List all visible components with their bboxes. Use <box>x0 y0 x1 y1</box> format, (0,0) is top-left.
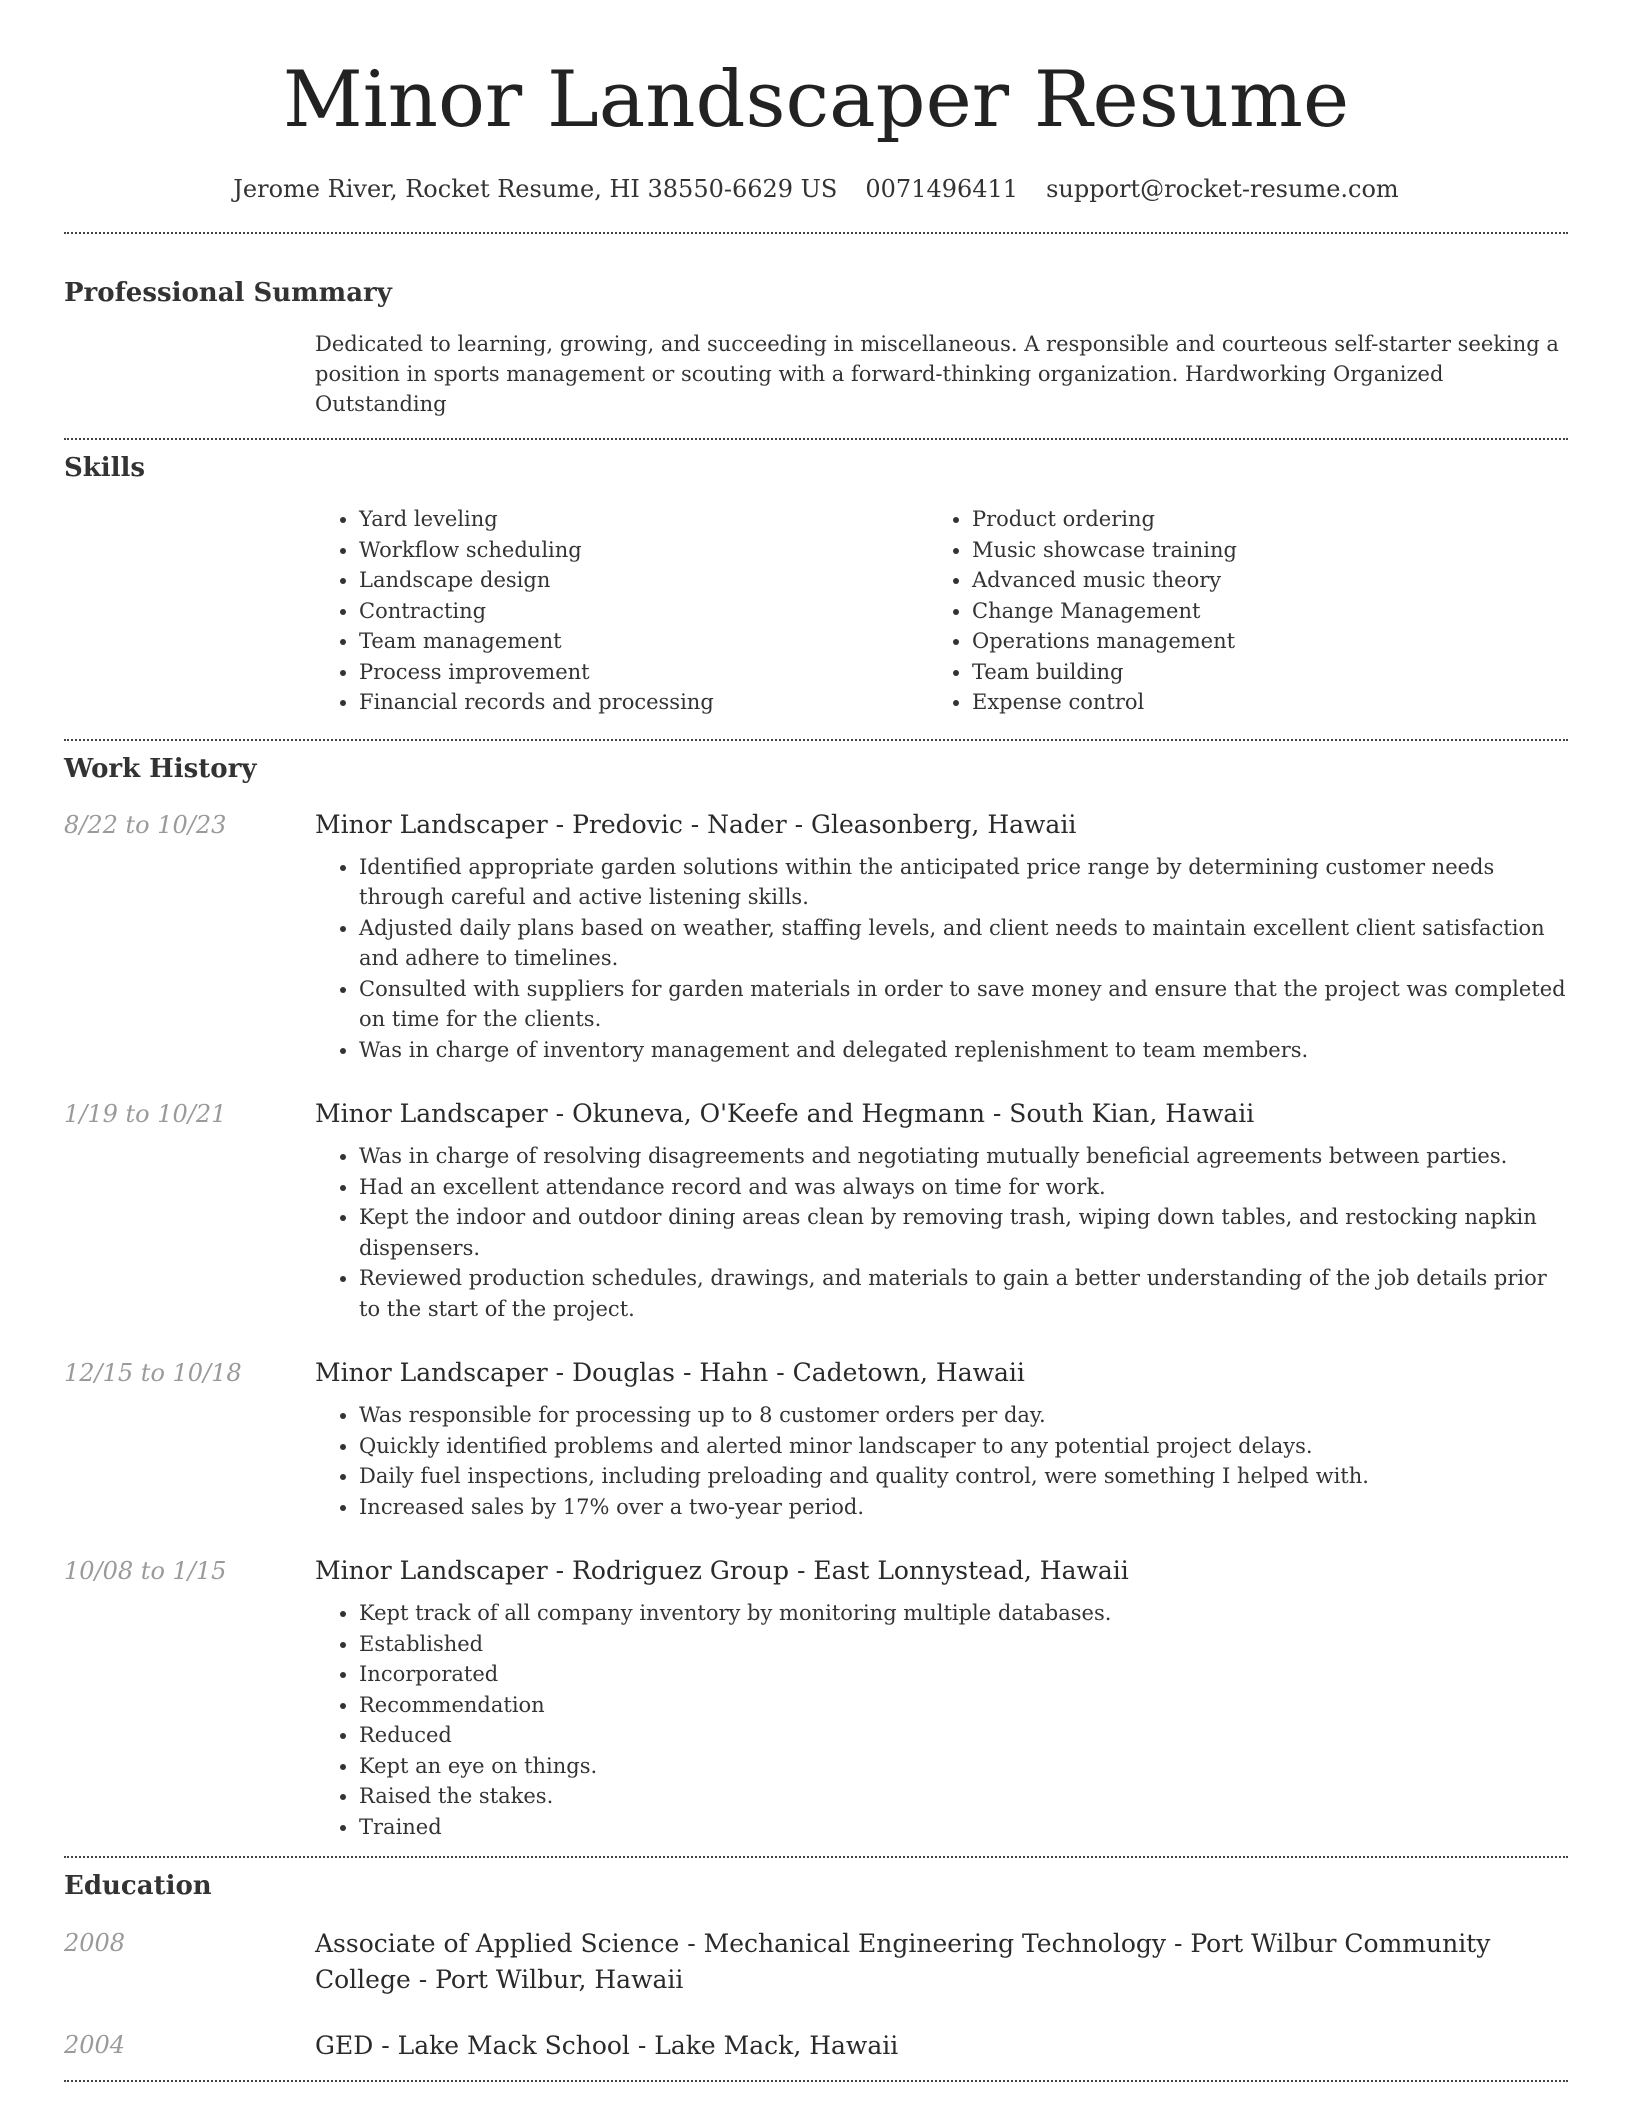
job-bullet: • Raised the stakes. <box>359 1781 1568 1812</box>
job-bullet: • Kept the indoor and outdoor dining areas clean by removing trash, wiping down tables, and restocking napkin dispensers. <box>359 1202 1568 1263</box>
job-bullet: • Was in charge of inventory management and delegated replenishment to team members. <box>359 1035 1568 1066</box>
job-title: Minor Landscaper - Okuneva, O'Keefe and Hegmann - South Kian, Hawaii <box>315 1099 1255 1128</box>
job-bullet: • Was responsible for processing up to 8 customer orders per day. <box>359 1400 1568 1431</box>
summary-text: Dedicated to learning, growing, and succeeding in miscellaneous. A responsible and courteous self-starter seeking a position in sports management or scouting with a forward-thinking organization. Hardworking Organized Outstanding <box>315 332 1559 416</box>
education-entry <box>64 1926 1568 1998</box>
education-year: 2008 <box>64 1929 126 1957</box>
job-bullet: • Recommendation <box>359 1690 1568 1721</box>
skills-list-left <box>315 504 929 718</box>
job-entry <box>64 1356 1568 1522</box>
skill-item: • Yard leveling <box>359 504 929 535</box>
job-bullet: • Increased sales by 17% over a two-year period. <box>359 1492 1568 1523</box>
job-bullets <box>315 852 1568 1066</box>
job-bullet: • Incorporated <box>359 1659 1568 1690</box>
resume-page <box>64 0 1568 2082</box>
job-bullet: • Quickly identified problems and alerted minor landscaper to any potential project delays. <box>359 1431 1568 1462</box>
job-dates: 12/15 to 10/18 <box>64 1359 242 1387</box>
job-entry <box>64 1554 1568 1842</box>
skills-heading: Skills <box>64 453 146 483</box>
job-dates: 1/19 to 10/21 <box>64 1100 227 1128</box>
job-entry <box>64 808 1568 1066</box>
job-dates: 8/22 to 10/23 <box>64 810 227 839</box>
job-bullet: • Had an excellent attendance record and was always on time for work. <box>359 1172 1568 1203</box>
skill-item: • Team management <box>359 626 929 657</box>
skill-item: • Team building <box>972 657 1542 688</box>
skill-item: • Landscape design <box>359 565 929 596</box>
skill-item: • Music showcase training <box>972 535 1542 566</box>
contact-phone: 0071496411 <box>865 175 1019 203</box>
job-bullet: • Daily fuel inspections, including preloading and quality control, were something I helped with. <box>359 1461 1568 1492</box>
job-entry <box>64 1097 1568 1324</box>
education-year: 2004 <box>64 2031 126 2059</box>
section-divider <box>64 2080 1568 2082</box>
job-bullet: • Consulted with suppliers for garden materials in order to save money and ensure that the project was completed on time for the clients. <box>359 974 1568 1035</box>
skills-section <box>64 440 1568 718</box>
job-bullets <box>315 1400 1568 1522</box>
job-bullet: • Kept an eye on things. <box>359 1751 1568 1782</box>
skill-item: • Change Management <box>972 596 1542 627</box>
job-bullet: • Was in charge of resolving disagreements and negotiating mutually beneficial agreements between parties. <box>359 1141 1568 1172</box>
job-bullet: • Reviewed production schedules, drawings, and materials to gain a better understanding of the job details prior to the start of the project. <box>359 1263 1568 1324</box>
job-bullet: • Trained <box>359 1812 1568 1843</box>
skill-item: • Financial records and processing <box>359 687 929 718</box>
job-title: Minor Landscaper - Douglas - Hahn - Cadetown, Hawaii <box>315 1358 1025 1387</box>
skill-item: • Process improvement <box>359 657 929 688</box>
job-bullet: • Reduced <box>359 1720 1568 1751</box>
skills-list-right <box>929 504 1542 718</box>
work-history-section <box>64 741 1568 1843</box>
education-title: Associate of Applied Science - Mechanical Engineering Technology - Port Wilbur Community College - Port Wilbur, Hawaii <box>315 1929 1491 1994</box>
job-bullet: • Adjusted daily plans based on weather, staffing levels, and client needs to maintain excellent client satisfaction and adhere to timelines. <box>359 913 1568 974</box>
summary-section <box>64 234 1568 419</box>
job-bullet: • Kept track of all company inventory by monitoring multiple databases. <box>359 1598 1568 1629</box>
contact-email: support@rocket-resume.com <box>1046 175 1399 203</box>
education-heading: Education <box>64 1871 212 1901</box>
education-section <box>64 1858 1568 2064</box>
job-bullet: • Established <box>359 1629 1568 1660</box>
skill-item: • Operations management <box>972 626 1542 657</box>
skill-item: • Advanced music theory <box>972 565 1542 596</box>
job-bullets <box>315 1141 1568 1324</box>
education-entry <box>64 2028 1568 2064</box>
resume-name: Minor Landscaper Resume <box>282 55 1350 145</box>
skill-item: • Workflow scheduling <box>359 535 929 566</box>
job-dates: 10/08 to 1/15 <box>64 1557 227 1585</box>
contact-address: Jerome River, Rocket Resume, HI 38550-6629 US <box>233 175 838 203</box>
job-title: Minor Landscaper - Predovic - Nader - Gleasonberg, Hawaii <box>315 809 1077 839</box>
skill-item: • Expense control <box>972 687 1542 718</box>
work-history-heading: Work History <box>64 753 257 784</box>
contact-line <box>64 172 1568 206</box>
job-bullet: • Identified appropriate garden solutions within the anticipated price range by determining customer needs through careful and active listening skills. <box>359 852 1568 913</box>
summary-heading: Professional Summary <box>64 278 392 308</box>
skills-grid <box>315 504 1568 718</box>
skill-item: • Contracting <box>359 596 929 627</box>
job-bullets <box>315 1598 1568 1842</box>
skill-item: • Product ordering <box>972 504 1542 535</box>
job-title: Minor Landscaper - Rodriguez Group - East Lonnystead, Hawaii <box>315 1556 1129 1585</box>
education-title: GED - Lake Mack School - Lake Mack, Hawaii <box>315 2031 899 2060</box>
